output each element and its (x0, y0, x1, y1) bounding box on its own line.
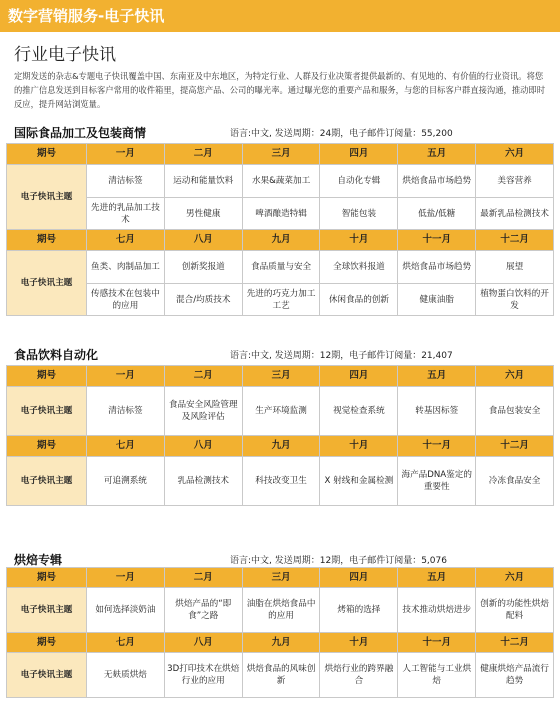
intro-paragraph: 定期发送的杂志&专题电子快讯覆盖中国、东南亚及中东地区，为特定行业、人群及行业决策者提供最新的、有见地的、有价值的行业资讯。将您的推广信息发送到目标客户常用的收件箱里，提高您产品、公司的曝光率。通过曝光您的重要产品和服务，与您的目标客户群直接沟通，推动即时反应，提升网站浏览量。 (14, 71, 546, 109)
month-header: 十二月 (476, 633, 554, 653)
schedule-table (6, 365, 554, 506)
month-header: 十一月 (398, 436, 476, 457)
topic-row (7, 251, 554, 284)
topic-label: 电子快讯主题 (7, 457, 87, 506)
section-title: 食品饮料自动化 (14, 348, 99, 362)
month-header: 五月 (398, 144, 476, 165)
topic-cell: 烘焙食品的风味创新 (242, 653, 320, 698)
topic-cell: 健康烘焙产品流行趋势 (476, 653, 554, 698)
month-header: 九月 (242, 436, 320, 457)
header-row (7, 633, 554, 653)
topic-label: 电子快讯主题 (7, 251, 87, 316)
section-meta: 语言:中文, 发送周期：12期，电子邮件订阅量：5,076 (230, 556, 447, 566)
topic-cell: 水果&蔬菜加工 (242, 165, 320, 198)
month-header: 八月 (164, 436, 242, 457)
topic-cell: 冷冻食品安全 (476, 457, 554, 506)
topic-cell: 美容营养 (476, 165, 554, 198)
page-heading: 行业电子快讯 (14, 45, 116, 65)
section-header (0, 551, 560, 567)
month-header: 十二月 (476, 230, 554, 251)
topic-cell: 先进的乳品加工技术 (87, 198, 165, 230)
topic-cell: 可追溯系统 (87, 457, 165, 506)
topic-cell: 清洁标签 (87, 387, 165, 436)
topic-cell: 运动和能量饮料 (164, 165, 242, 198)
month-header: 七月 (87, 633, 165, 653)
month-header: 五月 (398, 366, 476, 387)
topic-cell: 烘焙产品的“即食”之路 (164, 588, 242, 633)
topic-cell: 最新乳品检测技术 (476, 198, 554, 230)
month-header: 二月 (164, 366, 242, 387)
topic-cell: 自动化专辑 (320, 165, 398, 198)
issue-header: 期号 (7, 568, 87, 588)
topic-cell: 啤酒酿造特辑 (242, 198, 320, 230)
issue-header: 期号 (7, 230, 87, 251)
month-header: 九月 (242, 230, 320, 251)
topic-label: 电子快讯主题 (7, 588, 87, 633)
month-header: 八月 (164, 633, 242, 653)
month-header: 四月 (320, 366, 398, 387)
month-header: 一月 (87, 144, 165, 165)
topic-cell: 先进的巧克力加工工艺 (242, 284, 320, 316)
month-header: 七月 (87, 230, 165, 251)
topic-cell: 植物蛋白饮料的开发 (476, 284, 554, 316)
topic-cell: 低盐/低糖 (398, 198, 476, 230)
topic-cell: 食品质量与安全 (242, 251, 320, 284)
schedule-table (6, 143, 554, 316)
topic-cell: 全球饮料报道 (320, 251, 398, 284)
topic-cell: 烤箱的选择 (320, 588, 398, 633)
issue-header: 期号 (7, 144, 87, 165)
month-header: 二月 (164, 568, 242, 588)
month-header: 五月 (398, 568, 476, 588)
topic-cell: 传感技术在包装中的应用 (87, 284, 165, 316)
header-row (7, 144, 554, 165)
topic-cell: 烘焙食品市场趋势 (398, 165, 476, 198)
topic-row (7, 387, 554, 436)
topic-cell: 生产环境监测 (242, 387, 320, 436)
topic-cell: 鱼类、肉制品加工 (87, 251, 165, 284)
topic-cell: 混合/均质技术 (164, 284, 242, 316)
topic-cell: 休闲食品的创新 (320, 284, 398, 316)
page-banner: 数字营销服务-电子快讯 (0, 0, 560, 32)
topic-cell: 创新的功能性烘焙配料 (476, 588, 554, 633)
section-header (0, 124, 560, 140)
topic-cell: 烘焙行业的跨界融合 (320, 653, 398, 698)
issue-header: 期号 (7, 633, 87, 653)
month-header: 二月 (164, 144, 242, 165)
section-meta: 语言:中文, 发送周期：24期，电子邮件订阅量：55,200 (230, 129, 453, 139)
topic-cell: 海产品DNA鉴定的重要性 (398, 457, 476, 506)
header-row (7, 568, 554, 588)
month-header: 十月 (320, 230, 398, 251)
month-header: 六月 (476, 366, 554, 387)
month-header: 六月 (476, 144, 554, 165)
issue-header: 期号 (7, 436, 87, 457)
topic-cell: 转基因标签 (398, 387, 476, 436)
topic-cell: 视觉检查系统 (320, 387, 398, 436)
month-header: 八月 (164, 230, 242, 251)
header-row (7, 366, 554, 387)
topic-label: 电子快讯主题 (7, 653, 87, 698)
topic-cell: 3D打印技术在烘焙行业的应用 (164, 653, 242, 698)
topic-row (7, 457, 554, 506)
topic-row (7, 198, 554, 230)
month-header: 十一月 (398, 633, 476, 653)
topic-cell: 技术推动烘焙进步 (398, 588, 476, 633)
issue-header: 期号 (7, 366, 87, 387)
topic-row (7, 588, 554, 633)
month-header: 一月 (87, 366, 165, 387)
topic-cell: 人工智能与工业烘焙 (398, 653, 476, 698)
topic-cell: 无麸质烘焙 (87, 653, 165, 698)
header-row (7, 436, 554, 457)
section-meta: 语言:中文, 发送周期：12期，电子邮件订阅量：21,407 (230, 351, 453, 361)
month-header: 四月 (320, 568, 398, 588)
month-header: 七月 (87, 436, 165, 457)
topic-cell: 男性健康 (164, 198, 242, 230)
topic-row (7, 165, 554, 198)
topic-row (7, 653, 554, 698)
header-row (7, 230, 554, 251)
month-header: 十月 (320, 436, 398, 457)
topic-cell: 乳品检测技术 (164, 457, 242, 506)
month-header: 三月 (242, 568, 320, 588)
month-header: 四月 (320, 144, 398, 165)
topic-cell: 如何选择淡奶油 (87, 588, 165, 633)
month-header: 十一月 (398, 230, 476, 251)
month-header: 三月 (242, 144, 320, 165)
topic-label: 电子快讯主题 (7, 387, 87, 436)
month-header: 三月 (242, 366, 320, 387)
topic-cell: 智能包装 (320, 198, 398, 230)
month-header: 一月 (87, 568, 165, 588)
topic-cell: 清洁标签 (87, 165, 165, 198)
section-title: 国际食品加工及包装商情 (14, 126, 147, 140)
topic-row (7, 284, 554, 316)
topic-cell: 食品安全风险管理及风险评估 (164, 387, 242, 436)
topic-cell: 创新奖报道 (164, 251, 242, 284)
topic-cell: 展望 (476, 251, 554, 284)
section-title: 烘焙专辑 (14, 553, 63, 567)
month-header: 九月 (242, 633, 320, 653)
topic-cell: 食品包装安全 (476, 387, 554, 436)
topic-cell: 健康油脂 (398, 284, 476, 316)
topic-cell: 烘焙食品市场趋势 (398, 251, 476, 284)
topic-cell: X 射线和金属检测 (320, 457, 398, 506)
month-header: 十二月 (476, 436, 554, 457)
topic-cell: 油脂在烘焙食品中的应用 (242, 588, 320, 633)
schedule-table (6, 567, 554, 698)
topic-cell: 科技改变卫生 (242, 457, 320, 506)
topic-label: 电子快讯主题 (7, 165, 87, 230)
month-header: 六月 (476, 568, 554, 588)
month-header: 十月 (320, 633, 398, 653)
section-header (0, 346, 560, 362)
